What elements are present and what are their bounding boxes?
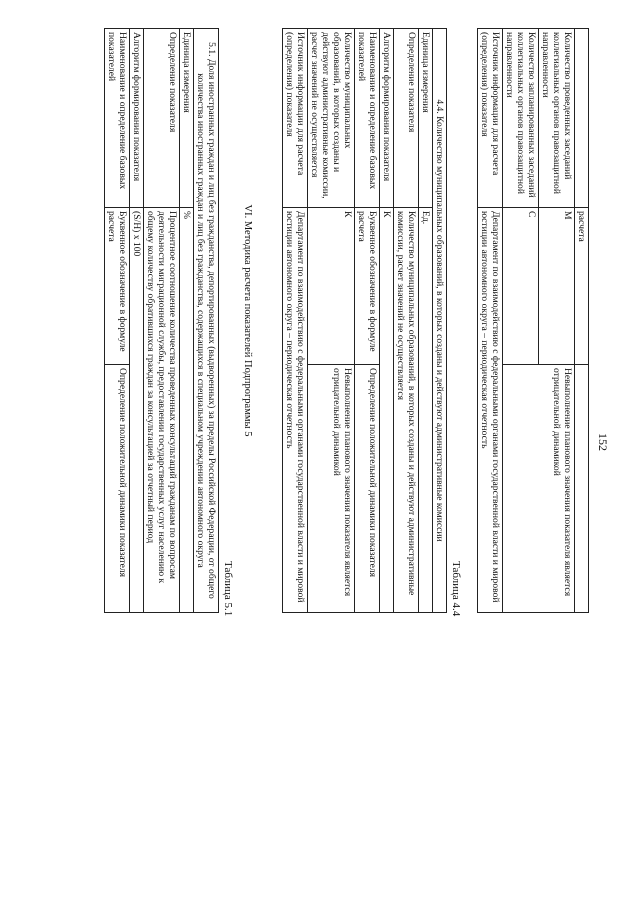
table-cell: Количество муниципальных образований, в которых созданы и действуют административные комиссии, расчет значений не осуществляется	[394, 208, 419, 613]
table-cell: К	[308, 208, 355, 365]
table-cell: (S/Н) x 100	[130, 208, 144, 613]
table-cell: Невыполнение планового значения показателя является отрицательной динамикой	[503, 365, 575, 613]
table-cell: Единица измерения	[419, 29, 433, 208]
table-cell: Количество проведенных заседаний коллегиальных органов правозащитной направленности	[539, 29, 575, 208]
page-number: 152	[596, 433, 610, 451]
table-row	[105, 29, 130, 613]
table-row	[180, 29, 194, 613]
table-cell: Департамент по взаимодействию с федеральными органами государственной власти и мировой юстиции автономного округа – периодическая отчетность	[283, 208, 308, 613]
table-cell: Алгоритм формирования показателя	[130, 29, 144, 208]
table-cell: Источник информации для расчета (определения) показателя	[283, 29, 308, 208]
table-cell: Единица измерения	[180, 29, 194, 208]
table-cell: Невыполнение планового значения показателя является отрицательной динамикой	[308, 365, 355, 613]
indicator-table-5-1	[104, 28, 219, 613]
table-row	[283, 29, 308, 613]
table-cell: Алгоритм формирования показателя	[380, 29, 394, 208]
table-cell: %	[180, 208, 194, 613]
table-row	[355, 29, 380, 613]
table-row	[144, 29, 180, 613]
table-row	[380, 29, 394, 613]
table-row	[194, 29, 219, 613]
indicator-table-continued	[477, 28, 589, 613]
table-row	[433, 29, 447, 613]
table-cell: 4.4. Количество муниципальных образований, в которых созданы и действуют административные комиссии	[433, 29, 447, 613]
table-cell: Наименование и определение базовых показателей	[105, 29, 130, 208]
table-cell: Наименование и определение базовых показателей	[355, 29, 380, 208]
table-cell: Количество муниципальных образований, в которых созданы и действуют административные комиссии, расчет значений не осуществляется	[308, 29, 355, 208]
table-cell: Определение положительной динамики показателя	[355, 365, 380, 613]
table-cell: Определение положительной динамики показателя	[105, 365, 130, 613]
table-cell: К	[380, 208, 394, 613]
table-cell: Буквенное обозначение в формуле расчета	[105, 208, 130, 365]
table-row	[539, 29, 575, 613]
table-cell: Определение показателя	[144, 29, 180, 208]
table-cell: расчета	[575, 208, 589, 365]
indicator-table-4-4	[282, 28, 447, 613]
table-row	[575, 29, 589, 613]
table-cell	[575, 29, 589, 208]
table-cell: 5.1. Доля иностранных граждан и лиц без гражданства, депортированных (выдворенных) за пределы Российской Федерации, от общего количества иностранных граждан и лиц без гражданства, содержащихся в специальном учреждении автономного округа	[194, 29, 219, 613]
table-cell: Определение показателя	[394, 29, 419, 208]
table-row	[394, 29, 419, 613]
table-cell: Буквенное обозначение в формуле расчета	[355, 208, 380, 365]
table-cell: Процентное соотношение количества проведенных консультаций гражданам по вопросам деятельности миграционной службы, предоставлении государственных услуг населению к общему количеству обратившихся граждан за консультацией за отчетный период	[144, 208, 180, 613]
table-cell: Департамент по взаимодействию с федеральными органами государственной власти и мировой юстиции автономного округа – периодическая отчетность	[478, 208, 503, 613]
section-heading-vi: VI. Методика расчета показателей Подпрограммы 5	[242, 204, 253, 437]
table-label-4-4: Таблица 4.4	[450, 561, 462, 617]
table-cell	[575, 365, 589, 613]
rotated-page-content	[25, 28, 610, 878]
table-cell: Ед.	[419, 208, 433, 613]
table-cell: М	[539, 208, 575, 365]
table-row	[419, 29, 433, 613]
table-label-5-1: Таблица 5.1	[222, 561, 234, 617]
table-cell: Источник информации для расчета (определения) показателя	[478, 29, 503, 208]
table-row	[308, 29, 355, 613]
table-row	[478, 29, 503, 613]
table-row	[130, 29, 144, 613]
table-cell: Количество запланированных заседаний коллегиальных органов правозащитной направленности	[503, 29, 539, 208]
table-cell: С	[503, 208, 539, 365]
